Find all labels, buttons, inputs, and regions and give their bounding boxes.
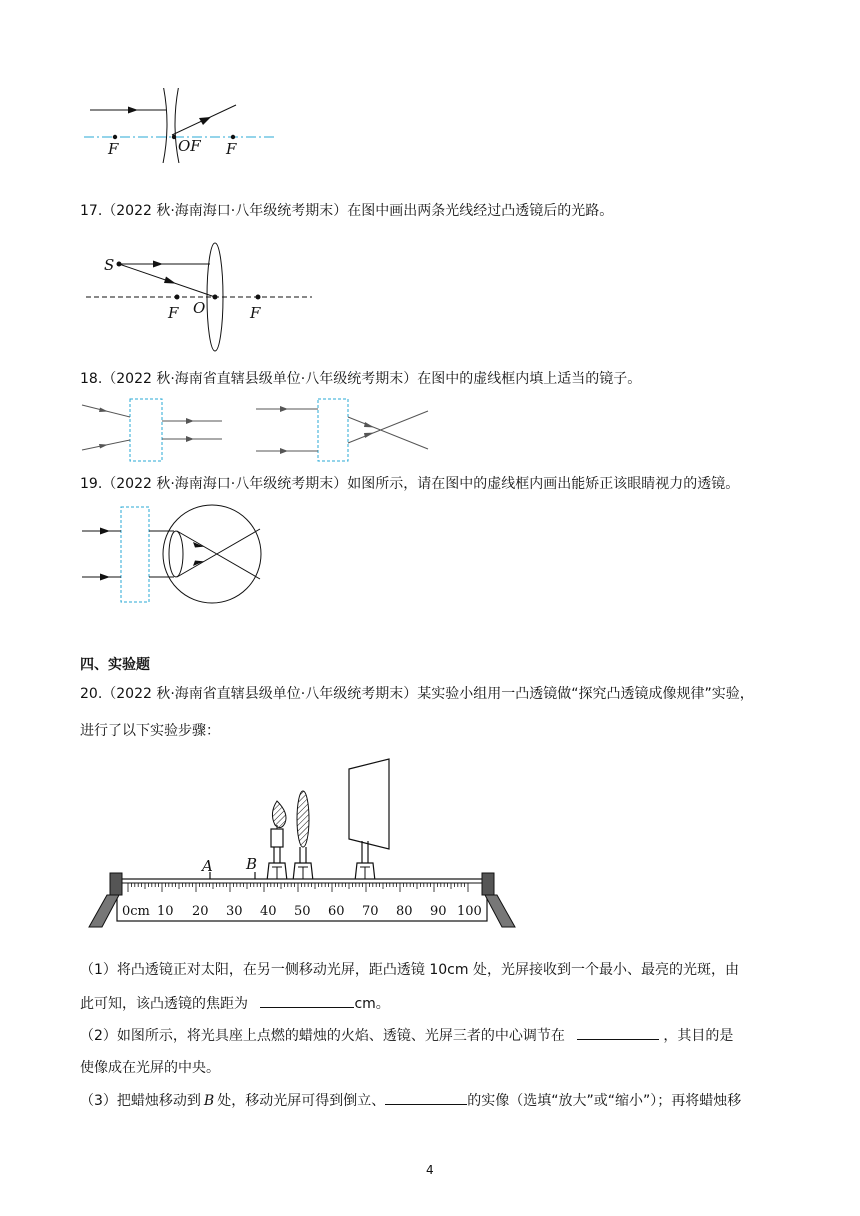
question-19-text: 19.（2022 秋·海南海口·八年级统考期末）如图所示，请在图中的虚线框内画出能矫正该眼睛视力的透镜。 bbox=[80, 476, 740, 492]
fig17-label-s: S bbox=[104, 256, 115, 274]
fig17-label-f-left: F bbox=[168, 304, 179, 322]
page-number: 4 bbox=[426, 1163, 434, 1177]
figure-18-left-box bbox=[80, 395, 230, 465]
fig16-label-f-left: F bbox=[108, 140, 119, 158]
q20-part3-suffix: 的实像（选填“放大”或“缩小”）；再将蜡烛移 bbox=[467, 1093, 742, 1109]
bench-tick-label-40: 40 bbox=[260, 904, 277, 919]
bench-tick-label-30: 30 bbox=[226, 904, 243, 919]
answer-blank-image-size[interactable] bbox=[385, 1090, 467, 1105]
bench-tick-label-70: 70 bbox=[362, 904, 379, 919]
fig17-label-f-right: F bbox=[250, 304, 261, 322]
bench-tick-label-20: 20 bbox=[192, 904, 209, 919]
bench-tick-label-60: 60 bbox=[328, 904, 345, 919]
q20-part3-line1 bbox=[80, 1090, 741, 1111]
figure-16-concave-lens bbox=[80, 88, 280, 163]
question-20-line2: 进行了以下实验步骤： bbox=[80, 723, 220, 739]
q20-part2-suffix: ，其目的是 bbox=[663, 1028, 734, 1044]
q20-part3-prefix: （3）把蜡烛移动到 bbox=[80, 1093, 201, 1109]
answer-blank-focal-length[interactable] bbox=[260, 993, 354, 1008]
q20-part1-line2 bbox=[80, 993, 390, 1014]
bench-tick-label-10: 10 bbox=[157, 904, 174, 919]
question-20-line1: 20.（2022 秋·海南省直辖县级单位·八年级统考期末）某实验小组用一凸透镜做“探究凸透镜成像规律”实验， bbox=[80, 686, 754, 702]
bench-tick-label-80: 80 bbox=[396, 904, 413, 919]
q20-part1-prefix: 此可知，该凸透镜的焦距为 bbox=[80, 996, 248, 1012]
q20-part3-point-b: B bbox=[203, 1093, 215, 1109]
section-four-title: 四、实验题 bbox=[80, 657, 150, 673]
figure-19-eye bbox=[80, 502, 280, 608]
answer-blank-center-height[interactable] bbox=[577, 1025, 659, 1040]
bench-point-b: B bbox=[246, 855, 258, 873]
fig17-label-o: O bbox=[193, 299, 206, 317]
q20-part2-prefix: （2）如图所示，将光具座上点燃的蜡烛的火焰、透镜、光屏三者的中心调节在 bbox=[80, 1028, 565, 1044]
fig16-label-of: OF bbox=[178, 137, 201, 155]
fig16-label-f-right: F bbox=[226, 140, 237, 158]
q20-part2-line2: 使像成在光屏的中央。 bbox=[80, 1060, 220, 1076]
bench-tick-label-0: 0cm bbox=[122, 904, 150, 919]
q20-part3-middle: 处，移动光屏可得到倒立、 bbox=[217, 1093, 386, 1109]
bench-tick-label-100: 100 bbox=[457, 904, 482, 919]
bench-tick-label-50: 50 bbox=[294, 904, 311, 919]
figure-20-optical-bench bbox=[85, 755, 525, 935]
bench-tick-label-90: 90 bbox=[430, 904, 447, 919]
question-18-text: 18.（2022 秋·海南省直辖县级单位·八年级统考期末）在图中的虚线框内填上适当的镜子。 bbox=[80, 371, 642, 387]
q20-part1-line1: （1）将凸透镜正对太阳，在另一侧移动光屏，距凸透镜 10cm 处，光屏接收到一个最小、最亮的光斑，由 bbox=[80, 962, 739, 978]
q20-part2-line1 bbox=[80, 1025, 733, 1046]
bench-point-a: A bbox=[202, 857, 213, 875]
question-17-text: 17.（2022 秋·海南海口·八年级统考期末）在图中画出两条光线经过凸透镜后的光路。 bbox=[80, 203, 614, 219]
figure-18-right-box bbox=[252, 395, 432, 465]
q20-part1-suffix: cm。 bbox=[354, 996, 390, 1012]
figure-17-convex-lens bbox=[80, 240, 320, 355]
